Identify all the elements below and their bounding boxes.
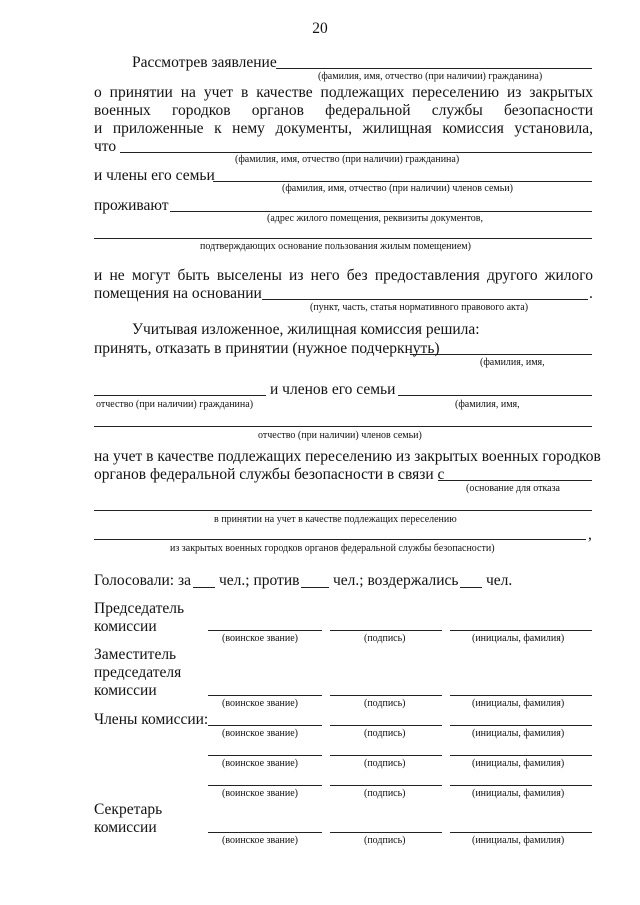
secretary-label-2: комиссии xyxy=(94,819,157,836)
signature-caption: (подпись) xyxy=(364,758,406,769)
decision-intro: Учитывая изложенное, жилищная комиссия решила: xyxy=(132,321,480,338)
signature-line[interactable] xyxy=(330,695,442,696)
name-caption-start: (фамилия, имя, xyxy=(480,357,545,368)
decision-line: на учет в качестве подлежащих переселению из закрытых военных городков xyxy=(94,448,601,465)
rank-caption: (воинское звание) xyxy=(222,698,298,709)
rank-line[interactable] xyxy=(208,695,322,696)
name-caption: (инициалы, фамилия) xyxy=(472,633,565,644)
vote-end-label: чел. xyxy=(486,572,513,589)
deputy-label-2: председателя xyxy=(94,664,182,681)
signature-caption: (подпись) xyxy=(364,698,406,709)
refusal-comma: , xyxy=(588,526,592,543)
secretary-label: Секретарь xyxy=(94,801,163,818)
reside-label: проживают xyxy=(94,197,169,214)
name-line[interactable] xyxy=(450,725,592,726)
rank-caption: (воинское звание) xyxy=(222,788,298,799)
citizen-line[interactable] xyxy=(120,152,592,153)
chair-label-2: комиссии xyxy=(94,618,157,635)
eviction-basis-label: помещения на основании xyxy=(94,285,262,302)
family-label: и члены его семьи xyxy=(94,167,215,184)
family-line[interactable] xyxy=(213,181,592,182)
name-line[interactable] xyxy=(450,630,592,631)
deputy-label-3: комиссии xyxy=(94,682,157,699)
reason-line[interactable] xyxy=(438,480,592,481)
refusal-caption: (основание для отказа xyxy=(466,483,560,494)
basis-line[interactable] xyxy=(94,238,592,239)
signature-caption: (подпись) xyxy=(364,633,406,644)
rank-line[interactable] xyxy=(208,630,322,631)
members-patronymic-line[interactable] xyxy=(94,426,592,427)
rank-caption: (воинское звание) xyxy=(222,633,298,644)
name-caption-start-2: (фамилия, имя, xyxy=(455,399,520,410)
refusal-caption-2: в принятии на учет в качестве подлежащих переселению xyxy=(214,514,457,525)
basis-caption: подтверждающих основание пользования жилым помещением) xyxy=(200,241,471,252)
vote-against-label: чел.; против xyxy=(219,572,300,589)
signature-line[interactable] xyxy=(330,832,442,833)
name-caption: (инициалы, фамилия) xyxy=(472,788,565,799)
name-line[interactable] xyxy=(450,785,592,786)
text-line: и приложенные к нему документы, жилищная комиссия установила, xyxy=(94,120,593,137)
vote-abstain-blank[interactable] xyxy=(460,587,482,588)
eviction-line: и не могут быть выселены из него без предоставления другого жилого xyxy=(94,267,593,284)
reason-label: органов федеральной службы безопасности в связи с xyxy=(94,466,445,483)
name-caption: (инициалы, фамилия) xyxy=(472,698,565,709)
rank-line[interactable] xyxy=(208,725,322,726)
name-caption: (инициалы, фамилия) xyxy=(472,758,565,769)
signature-line[interactable] xyxy=(330,725,442,726)
vote-for-blank[interactable] xyxy=(193,587,215,588)
eviction-period: . xyxy=(589,285,593,302)
chair-label: Председатель xyxy=(94,600,185,617)
eviction-caption: (пункт, часть, статья нормативного правового акта) xyxy=(310,302,529,313)
signature-line[interactable] xyxy=(330,785,442,786)
rank-caption: (воинское звание) xyxy=(222,835,298,846)
patronymic-citizen-caption: отчество (при наличии) гражданина) xyxy=(96,399,254,410)
patronymic-line[interactable] xyxy=(94,395,266,396)
signature-caption: (подпись) xyxy=(364,728,406,739)
text-line: военных городков органов федеральной службы безопасности xyxy=(94,102,593,119)
accept-line-label: принять, отказать в принятии (нужное подчеркнуть) xyxy=(94,340,440,357)
name-line[interactable] xyxy=(450,695,592,696)
patronymic-members-caption: отчество (при наличии) членов семьи) xyxy=(258,430,422,441)
page-number: 20 xyxy=(312,20,328,37)
applicant-line[interactable] xyxy=(276,68,592,69)
rank-caption: (воинское звание) xyxy=(222,728,298,739)
vote-label: Голосовали: за xyxy=(94,572,191,589)
text-line: о принятии на учет в качестве подлежащих переселению из закрытых xyxy=(94,84,593,101)
signature-caption: (подпись) xyxy=(364,788,406,799)
deputy-label: Заместитель xyxy=(94,646,177,663)
name-caption: (инициалы, фамилия) xyxy=(472,728,565,739)
refusal-caption-3: из закрытых военных городков органов федеральной службы безопасности) xyxy=(170,543,495,554)
considering-label: Рассмотрев заявление xyxy=(132,54,277,71)
vote-abstain-label: чел.; воздержались xyxy=(333,572,459,589)
name-caption: (инициалы, фамилия) xyxy=(472,835,565,846)
rank-line[interactable] xyxy=(208,785,322,786)
accept-name-line[interactable] xyxy=(410,354,592,355)
eviction-basis-line[interactable] xyxy=(262,299,588,300)
signature-caption: (подпись) xyxy=(364,835,406,846)
signature-line[interactable] xyxy=(330,755,442,756)
rank-line[interactable] xyxy=(208,832,322,833)
name-line[interactable] xyxy=(450,832,592,833)
signature-line[interactable] xyxy=(330,630,442,631)
address-caption: (адрес жилого помещения, реквизиты документов, xyxy=(267,213,483,224)
and-members-label: и членов его семьи xyxy=(270,381,396,398)
refusal-line-3[interactable] xyxy=(94,539,586,540)
that-label: что xyxy=(94,138,117,155)
rank-caption: (воинское звание) xyxy=(222,758,298,769)
family-caption: (фамилия, имя, отчество (при наличии) членов семьи) xyxy=(282,183,513,194)
citizen-caption: (фамилия, имя, отчество (при наличии) гражданина) xyxy=(235,154,460,165)
members-label: Члены комиссии: xyxy=(94,711,209,728)
name-line[interactable] xyxy=(450,755,592,756)
refusal-line-2[interactable] xyxy=(94,510,592,511)
vote-against-blank[interactable] xyxy=(301,587,329,588)
address-line[interactable] xyxy=(170,211,592,212)
applicant-caption: (фамилия, имя, отчество (при наличии) гражданина) xyxy=(318,71,543,82)
rank-line[interactable] xyxy=(208,755,322,756)
members-name-line[interactable] xyxy=(398,395,592,396)
